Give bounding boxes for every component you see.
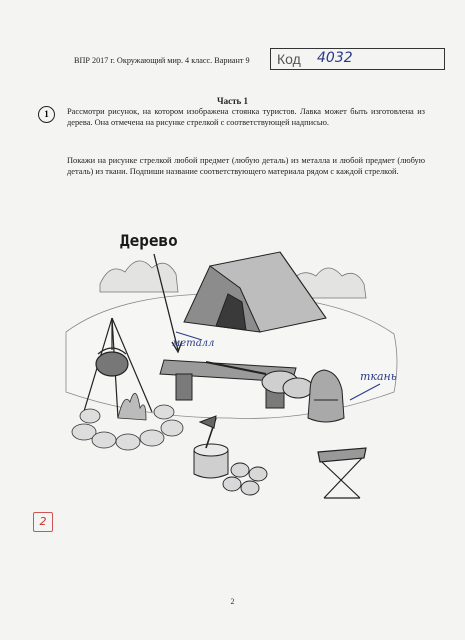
page-number: 2 (230, 597, 235, 606)
folding-stool (318, 448, 366, 498)
task-paragraph-2: Покажи на рисунке стрелкой любой предмет (любую деталь) из металла и любой предмет (любую деталь) из ткани. Подпиши название соответствующего материала рядом с каждой стрелкой. (67, 156, 425, 176)
code-value: 4032 (317, 50, 353, 66)
label-metal: металл (172, 338, 215, 349)
logs (223, 463, 267, 495)
camp-illustration (60, 222, 400, 512)
stump-axe (194, 416, 228, 478)
part-title: Часть 1 (216, 96, 249, 106)
tent (184, 252, 326, 332)
task-number: 1 (38, 106, 55, 123)
code-box (270, 48, 445, 70)
label-wood: Дерево (120, 231, 178, 250)
code-label: Код (277, 51, 301, 67)
grade-mark: 2 (33, 512, 53, 532)
exam-header: ВПР 2017 г. Окружающий мир. 4 класс. Вариант 9 (74, 56, 250, 65)
task-paragraph-1: Рассмотри рисунок, на котором изображена стоянка туристов. Лавка может быть изготовлена из дерева. Она отмечена на рисунке стрелкой с соответствующей надписью. (67, 107, 425, 127)
label-fabric: ткань (360, 370, 397, 383)
